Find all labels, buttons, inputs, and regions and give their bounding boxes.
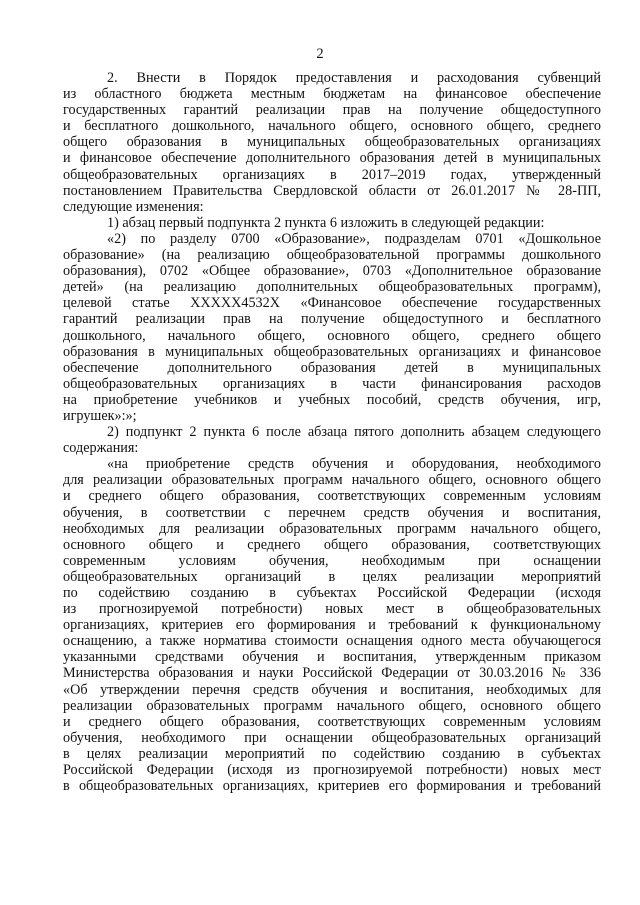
text-line: «Об утверждении перечня средств обучения и воспитания, необходимых для bbox=[63, 681, 601, 698]
text-line: содержания: bbox=[63, 440, 139, 457]
text-line: игрушек»:»; bbox=[63, 407, 137, 424]
text-line: из областного бюджета местным бюджетам на финансовое обеспечение bbox=[63, 86, 601, 103]
page-number: 2 bbox=[316, 46, 324, 62]
text-line: обучения, необходимого при оснащении общеобразовательных организаций bbox=[63, 729, 601, 746]
text-line: в общеобразовательных организациях, критериев его формирования и требований bbox=[63, 778, 601, 795]
text-line: и бесплатного дошкольного, начального общего, основного общего, среднего bbox=[63, 118, 601, 135]
text-line: 2. Внести в Порядок предоставления и расходования субвенций bbox=[107, 70, 601, 86]
paragraph-p3 bbox=[63, 231, 601, 424]
text-line: обеспечение дополнительного образования детей в муниципальных bbox=[63, 359, 601, 376]
text-line: 1) абзац первый подпункта 2 пункта 6 изложить в следующей редакции: bbox=[107, 214, 545, 231]
text-line: «2) по разделу 0700 «Образование», подразделам 0701 «Дошкольное bbox=[107, 230, 601, 247]
text-line: реализации образовательных программ начального общего, основного общего bbox=[63, 697, 601, 714]
text-line: дошкольного, начального общего, основного общего, среднего общего bbox=[63, 327, 601, 344]
text-line: целевой статье XXXXX4532X «Финансовое обеспечение государственных bbox=[63, 295, 601, 312]
text-line: указанными средствами обучения и воспитания, утвержденным приказом bbox=[63, 649, 601, 666]
text-line: Российской Федерации (исходя из прогнозируемой потребности) новых мест bbox=[63, 762, 601, 779]
text-line: общеобразовательных организациях в части финансирования расходов bbox=[63, 375, 601, 392]
text-line: общеобразовательных организаций в целях реализации мероприятий bbox=[63, 568, 601, 585]
paragraph-p4 bbox=[63, 424, 601, 456]
text-line: по содействию созданию в субъектах Российской Федерации (исходя bbox=[63, 585, 601, 601]
paragraph-p5 bbox=[63, 456, 601, 794]
text-line: необходимых для реализации образовательных программ начального общего, bbox=[63, 520, 601, 537]
text-line: Министерства образования и науки Российской Федерации от 30.03.2016 № 336 bbox=[63, 665, 601, 682]
document-body bbox=[63, 70, 601, 794]
text-line: детей» (на реализацию дополнительных общеобразовательных программ), bbox=[63, 279, 601, 296]
text-line: в целях реализации мероприятий по содействию созданию в субъектах bbox=[63, 745, 601, 762]
text-line: на приобретение учебников и учебных пособий, средств обучения, игр, bbox=[63, 391, 601, 408]
text-line: для реализации образовательных программ начального общего, основного общего bbox=[63, 472, 601, 489]
text-line: оснащению, а также норматива стоимости оснащения одного места обучающегося bbox=[63, 633, 601, 650]
text-line: организациях, критериев его формирования и требований к функциональному bbox=[63, 617, 601, 634]
text-line: образования), 0702 «Общее образование», 0703 «Дополнительное образование bbox=[63, 263, 601, 280]
text-line: образования в муниципальных общеобразовательных организациях и финансовое bbox=[63, 343, 601, 360]
text-line: государственных гарантий реализации прав на получение общедоступного bbox=[63, 102, 601, 119]
text-line: 2) подпункт 2 пункта 6 после абзаца пятого дополнить абзацем следующего bbox=[107, 424, 601, 441]
paragraph-p1 bbox=[63, 70, 601, 215]
text-line: общего образования в муниципальных общеобразовательных организациях bbox=[63, 134, 601, 151]
text-line: и среднего общего образования, соответствующих современным условиям bbox=[63, 713, 601, 730]
text-line: постановлением Правительства Свердловской области от 26.01.2017 № 28-ПП, bbox=[63, 182, 601, 199]
text-line: и среднего общего образования, соответствующих современным условиям bbox=[63, 488, 601, 505]
text-line: современным условиям обучения, необходимым при оснащении bbox=[63, 552, 601, 569]
text-line: гарантий реализации прав на получение общедоступного и бесплатного bbox=[63, 311, 601, 328]
text-line: образование» (на реализацию общеобразовательной программы дошкольного bbox=[63, 247, 601, 264]
text-line: «на приобретение средств обучения и оборудования, необходимого bbox=[107, 456, 601, 473]
text-line: основного общего и среднего общего образования, соответствующих bbox=[63, 536, 601, 553]
text-line: следующие изменения: bbox=[63, 198, 204, 215]
text-line: и финансовое обеспечение дополнительного образования детей в муниципальных bbox=[63, 150, 601, 167]
paragraph-p2 bbox=[63, 215, 601, 231]
text-line: из прогнозируемой потребности) новых мест в общеобразовательных bbox=[63, 601, 601, 618]
text-line: обучения, в соответствии с перечнем средств обучения и воспитания, bbox=[63, 504, 601, 521]
text-line: общеобразовательных организациях в 2017–2019 годах, утвержденный bbox=[63, 166, 601, 183]
